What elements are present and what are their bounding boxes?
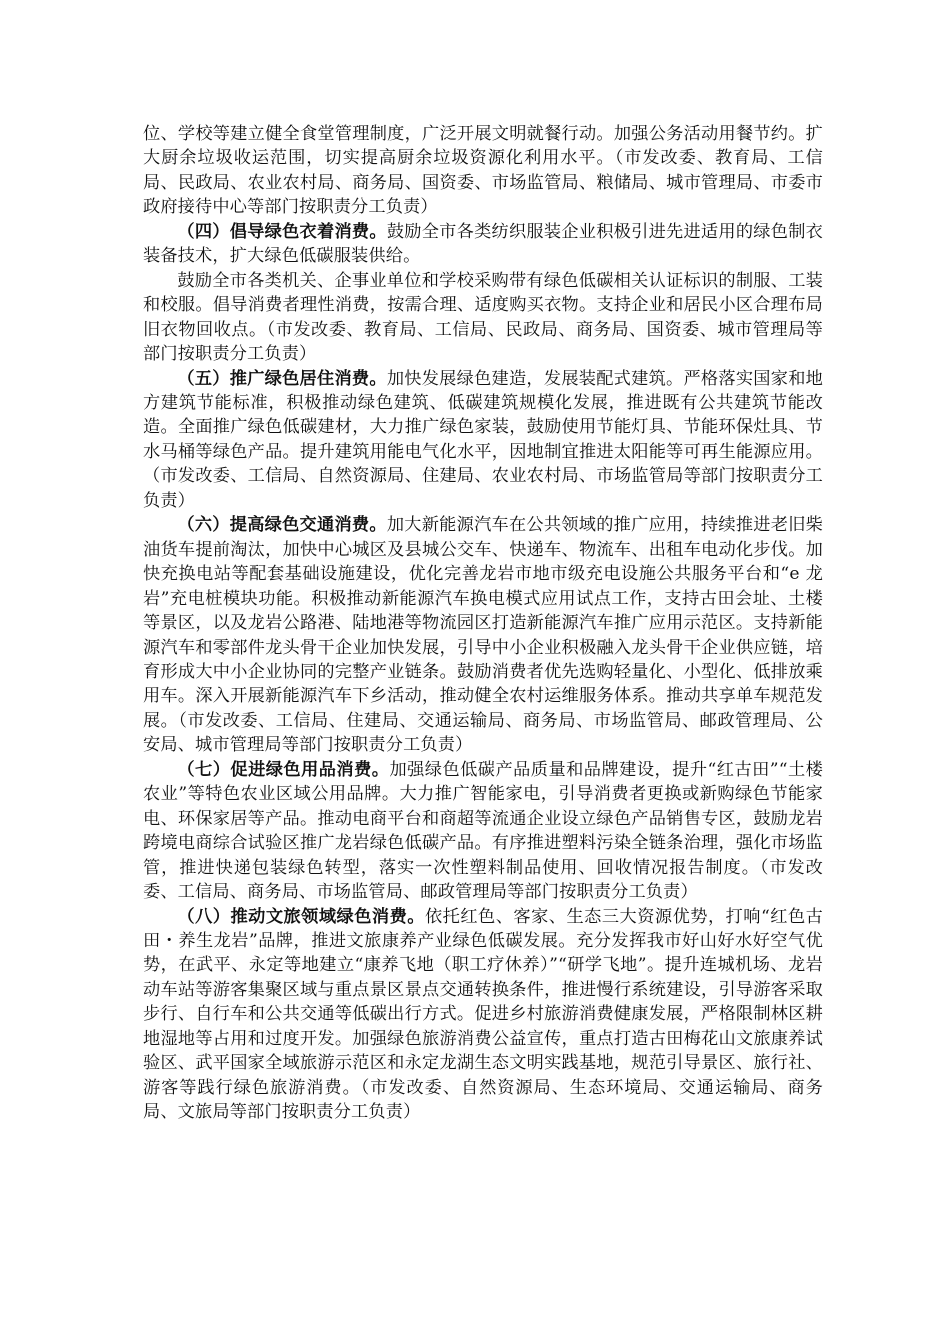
paragraph-body: 位、学校等建立健全食堂管理制度，广泛开展文明就餐行动。加强公务活动用餐节约。扩大厨余垃圾收运范围，切实提高厨余垃圾资源化利用水平。（市发改委、教育局、工信局、民政局、农业农村局、商务局、国资委、市场监管局、粮储局、城市管理局、市委市政府接待中心等部门按职责分工负责）	[143, 124, 823, 218]
paragraph-body: 鼓励全市各类机关、企事业单位和学校采购带有绿色低碳相关认证标识的制服、工装和校服。倡导消费者理性消费，按需合理、适度购买衣物。支持企业和居民小区合理布局旧衣物回收点。（市发改委、教育局、工信局、民政局、商务局、国资委、城市管理局等部门按职责分工负责）	[143, 270, 823, 365]
paragraph-body: 加大新能源汽车在公共领域的推广应用，持续推进老旧柴油货车提前淘汰，加快中心城区及县城公交车、快递车、物流车、出租车电动化步伐。加快充换电站等配套基础设施建设，优化完善龙岩市地市级充电设施公共服务平台和“e 龙岩”充电桩模块功能。积极推动新能源汽车换电模式应用试点工作，支持古田会址、土楼等景区，以及龙岩公路港、陆地港等物流园区打造新能源汽车推广应用示范区。支持新能源汽车和零部件龙头骨干企业加快发展，引导中小企业积极融入龙头骨干企业供应链，培育形成大中小企业协同的完整产业链条。鼓励消费者优先选购轻量化、小型化、低排放乘用车。深入开展新能源汽车下乡活动，推动健全农村运维服务体系。推动共享单车规范发展。（市发改委、工信局、住建局、交通运输局、商务局、市场监管局、邮政管理局、公安局、城市管理局等部门按职责分工负责）	[143, 515, 823, 756]
section-heading-transport: （六）提高绿色交通消费。	[177, 515, 387, 536]
paragraph-body: 鼓励全市各类纺织服装企业积极引进先进适用的绿色制衣装备技术，扩大绿色低碳服装供给。	[143, 221, 823, 267]
section-heading-housing: （五）推广绿色居住消费。	[177, 368, 387, 389]
section-heading-tourism: （八）推动文旅领域绿色消费。	[177, 906, 425, 927]
paragraph-goods	[143, 758, 823, 905]
paragraph-housing	[143, 367, 823, 514]
paragraph-body: 加强绿色低碳产品质量和品牌建设，提升“红古田”“土楼农业”等特色农业区域公用品牌。大力推广智能家电，引导消费者更换或新购绿色节能家电、环保家居等产品。推动电商平台和商超等流通企业设立绿色产品销售专区，鼓励龙岩跨境电商综合试验区推广龙岩绿色低碳产品。有序推进塑料污染全链条治理，强化市场监管，推进快递包装绿色转型，落实一次性塑料制品使用、回收情况报告制度。（市发改委、工信局、商务局、市场监管局、邮政管理局等部门按职责分工负责）	[143, 759, 823, 903]
paragraph-transport	[143, 513, 823, 758]
paragraph-body: 依托红色、客家、生态三大资源优势，打响“红色古田・养生龙岩”品牌，推进文旅康养产业绿色低碳发展。充分发挥我市好山好水好空气优势，在武平、永定等地建立“康养飞地（职工疗休养）”“研学飞地”。提升连城机场、龙岩动车站等游客集聚区域与重点景区景点交通转换条件，推进慢行系统建设，引导游客采取步行、自行车和公共交通等低碳出行方式。促进乡村旅游消费健康发展，严格限制林区耕地湿地等占用和过度开发。加强绿色旅游消费公益宣传，重点打造古田梅花山文旅康养试验区、武平国家全域旅游示范区和永定龙湖生态文明实践基地，规范引导景区、旅行社、游客等践行绿色旅游消费。（市发改委、自然资源局、生态环境局、交通运输局、商务局、文旅局等部门按职责分工负责）	[143, 906, 823, 1123]
paragraph-clothing	[143, 220, 823, 269]
document-page	[143, 122, 823, 1125]
paragraph-body: 加快发展绿色建造，发展装配式建筑。严格落实国家和地方建筑节能标准，积极推动绿色建筑、低碳建筑规模化发展，推进既有公共建筑节能改造。全面推广绿色低碳建材，大力推广绿色家装，鼓励使用节能灯具、节能环保灶具、节水马桶等绿色产品。提升建筑用能电气化水平，因地制宜推进太阳能等可再生能源应用。（市发改委、工信局、自然资源局、住建局、农业农村局、市场监管局等部门按职责分工负责）	[143, 368, 823, 511]
paragraph-continuation	[143, 122, 823, 220]
paragraph-tourism	[143, 905, 823, 1125]
section-heading-goods: （七）促进绿色用品消费。	[177, 759, 390, 780]
paragraph-clothing-procurement	[143, 269, 823, 367]
section-heading-clothing: （四）倡导绿色衣着消费。	[177, 221, 387, 242]
